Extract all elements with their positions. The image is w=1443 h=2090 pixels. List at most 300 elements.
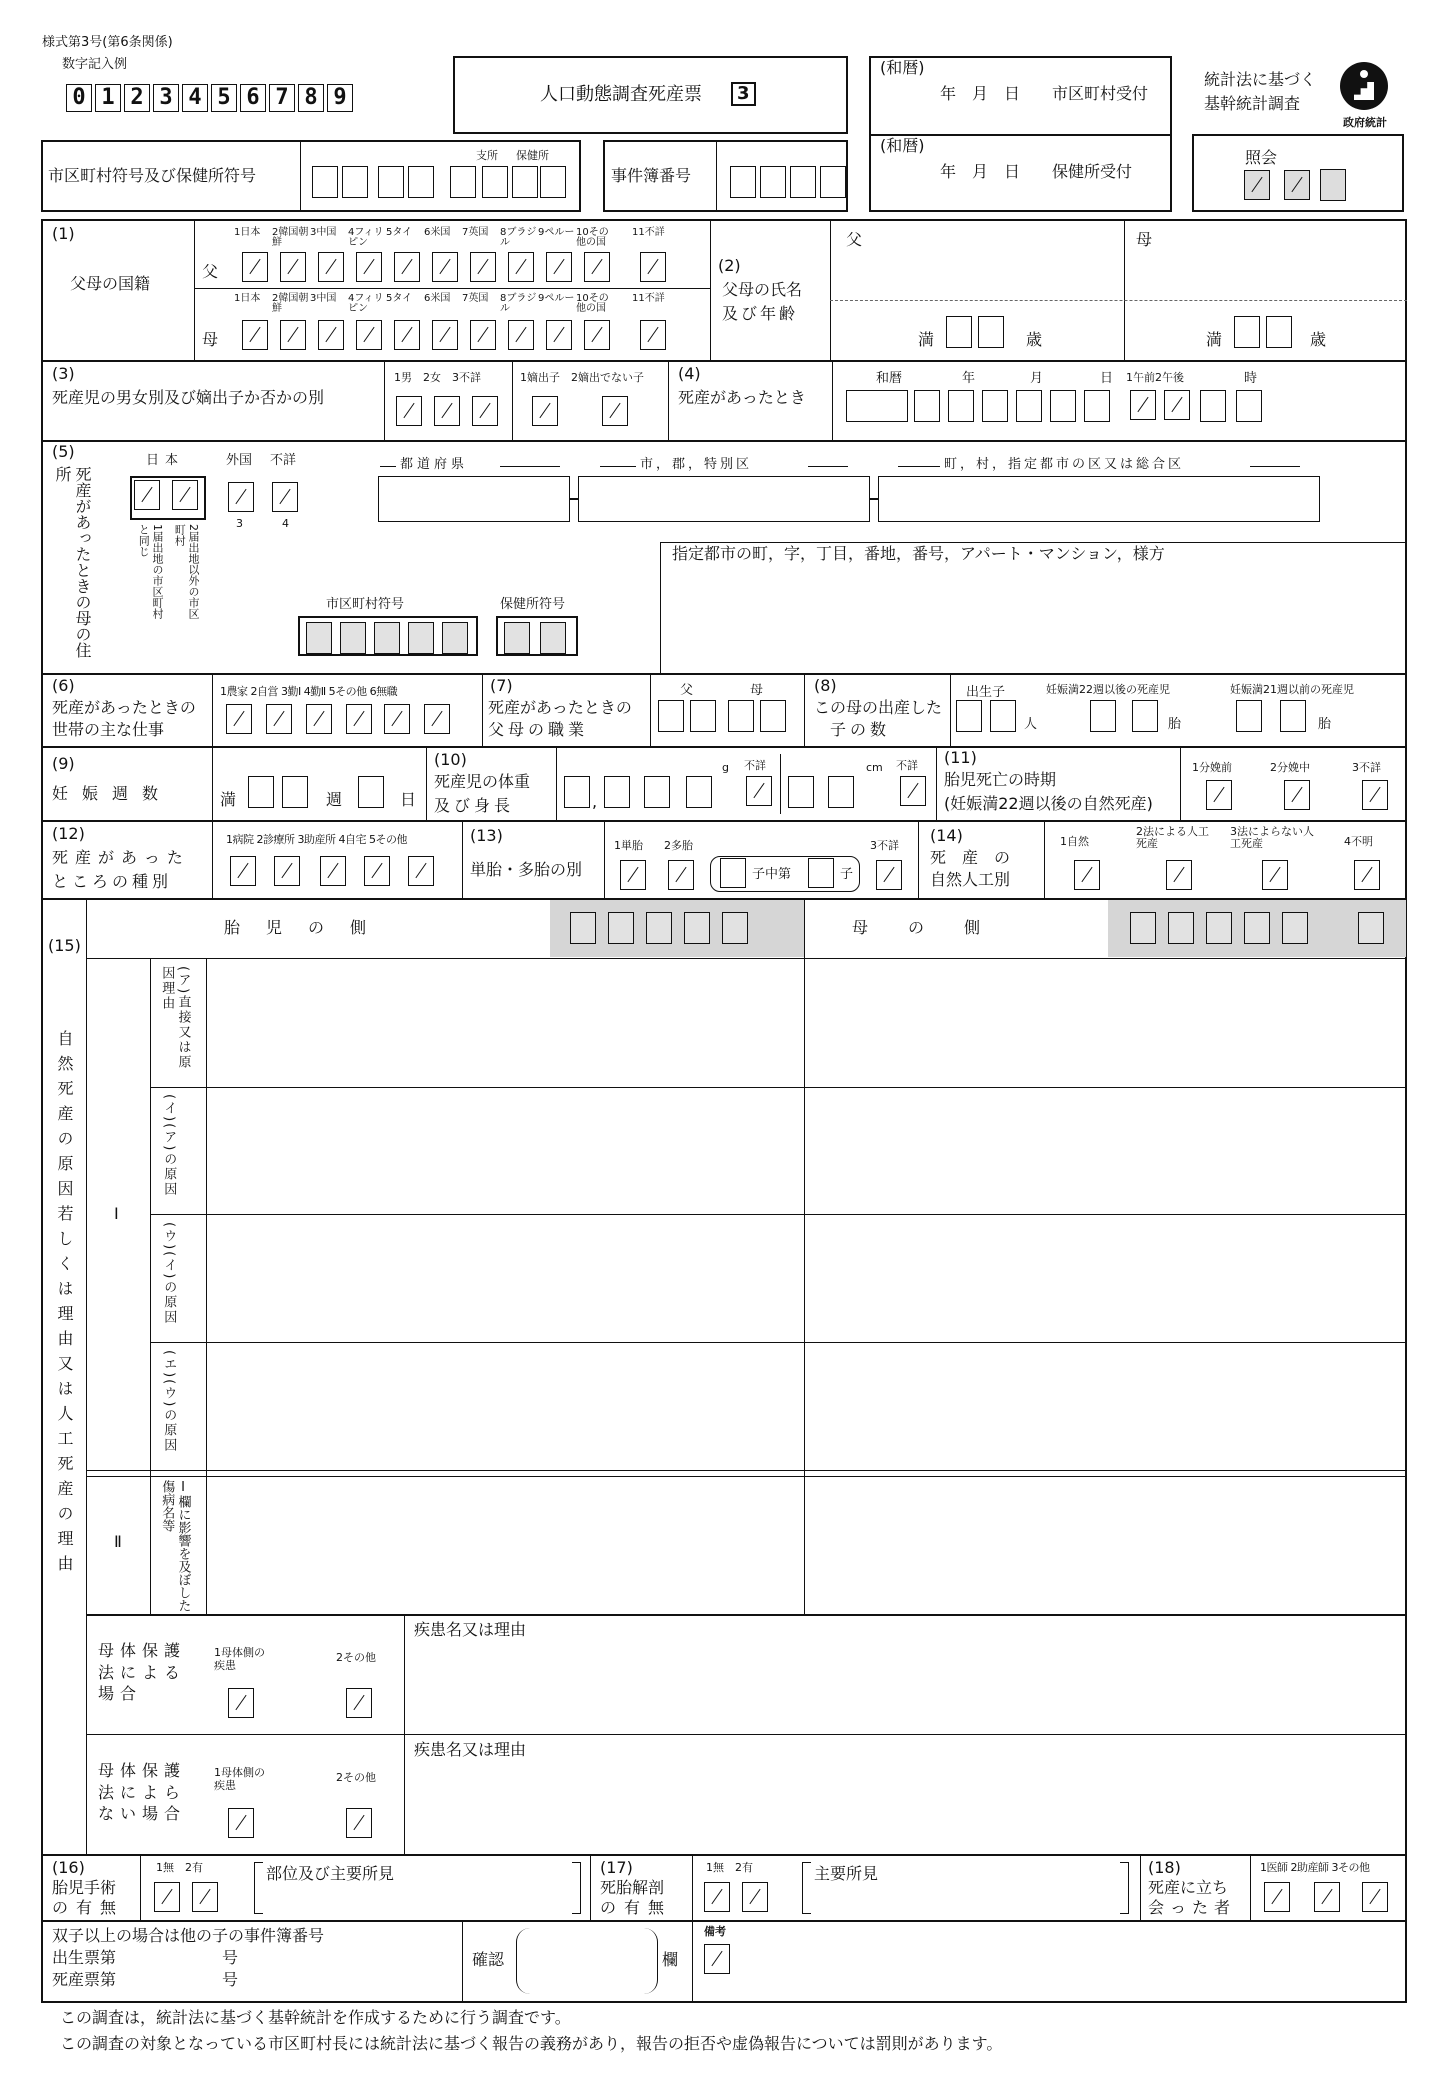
s14-opt-3: 3法によらない人工死産: [1230, 825, 1314, 851]
s5-japan-2[interactable]: [172, 480, 198, 510]
case-number-label: 事件簿番号: [611, 166, 692, 185]
s10-height-1[interactable]: [788, 776, 814, 808]
city-code-square-6[interactable]: [482, 166, 508, 198]
s5-city-code-1[interactable]: [306, 622, 332, 654]
s2-num: (2): [718, 256, 741, 275]
s4-num: (4): [678, 364, 701, 383]
s1-mother-check-6[interactable]: [432, 320, 458, 350]
s5-label: 死産があったときの母の住所: [53, 466, 92, 658]
digit-example-label: 数字記入例: [62, 57, 128, 72]
s5-address-detail: 指定都市の町，字，丁目，番地，番号，アパート・マンション，様方: [672, 544, 1165, 563]
s14-check-2[interactable]: [1166, 860, 1192, 890]
s5-town-field[interactable]: [878, 476, 1320, 522]
s15-nonlaw-case: 母体保護法によらない場合: [98, 1761, 187, 1824]
s13-total[interactable]: [720, 858, 746, 888]
case-number-square-2[interactable]: [760, 166, 786, 198]
s15-nonlaw-opt-2: 2その他: [336, 1771, 376, 1784]
s9-num: (9): [52, 754, 75, 773]
s13-unknown: 3不詳: [870, 839, 899, 852]
s8-after22-2[interactable]: [1132, 700, 1158, 732]
s18-label-1: 死産に立ち: [1148, 1878, 1229, 1897]
stat-law-line2: 基幹統計調査: [1204, 94, 1301, 113]
s5-health-code-1[interactable]: [504, 622, 530, 654]
s7-mother: 母: [750, 683, 764, 698]
s15-law-case: 母体保護法による場合: [98, 1641, 187, 1704]
s8-before21-1[interactable]: [1236, 700, 1262, 732]
s6-check-3[interactable]: [306, 704, 332, 734]
s4-date-square-6[interactable]: [1084, 390, 1110, 422]
s4-year: 年: [962, 371, 976, 386]
s5-unknown-check[interactable]: [272, 482, 298, 512]
s1-father-check-2[interactable]: [280, 252, 306, 282]
s13-single-check[interactable]: [620, 860, 646, 890]
s15-cause-u: (ウ)(イ)の原因: [161, 1222, 177, 1326]
s5-opt1: 1届出地の市区町村と同じ: [137, 524, 164, 619]
s1-father-check-6[interactable]: [432, 252, 458, 282]
digit-example-4: 4: [182, 84, 208, 112]
s5-health-code: 保健所符号: [500, 597, 566, 612]
s16-options: 1無 2有: [156, 1861, 203, 1874]
s15-nonlaw-check-2[interactable]: [346, 1808, 372, 1838]
s8-before21: 妊娠満21週以前の死産児: [1230, 683, 1354, 696]
s1-mother-opt-10: 10その他の国: [576, 293, 609, 314]
confirm-label: 確認: [472, 1950, 505, 1969]
s18-check-1[interactable]: [1264, 1882, 1290, 1912]
s12-label-1: 死産があった: [52, 848, 190, 867]
s5-opt3: 3: [236, 517, 243, 530]
s1-father-check-3[interactable]: [318, 252, 344, 282]
digit-example-0: 0: [66, 84, 92, 112]
s17-label-1: 死胎解剖: [600, 1878, 665, 1897]
s10-g: g: [722, 761, 729, 774]
s4-pm[interactable]: [1164, 390, 1190, 420]
s12-label-2: ところの種別: [52, 872, 173, 891]
birth-ticket-number[interactable]: 号: [222, 1948, 239, 1967]
s1-father-check-11[interactable]: [640, 252, 666, 282]
s5-city-code-3[interactable]: [374, 622, 400, 654]
s2-mother[interactable]: 母: [1136, 230, 1153, 249]
s9-weeks: 週: [326, 790, 343, 809]
s10-weight-4[interactable]: [686, 776, 712, 808]
s2-father[interactable]: 父: [846, 230, 863, 249]
case-number-square-1[interactable]: [730, 166, 756, 198]
s7-father-1[interactable]: [658, 700, 684, 732]
s11-label-2: (妊娠満22週以後の自然死産): [944, 794, 1153, 813]
s1-mother-check-2[interactable]: [280, 320, 306, 350]
s3-sex-2[interactable]: [434, 396, 460, 426]
s1-father-check-1[interactable]: [242, 252, 268, 282]
s4-date-square-2[interactable]: [948, 390, 974, 422]
s12-num: (12): [52, 824, 85, 843]
twin-note: 双子以上の場合は他の子の事件簿番号: [52, 1926, 325, 1945]
s18-label-2: 会った者: [1148, 1898, 1237, 1917]
s4-era: 和暦: [876, 371, 903, 386]
s5-city-code-2[interactable]: [340, 622, 366, 654]
s5-prefecture: 都道府県: [400, 457, 469, 472]
s2-mother-age-suffix: 歳: [1310, 330, 1327, 349]
s14-opt-2: 2法による人工死産: [1136, 825, 1209, 851]
s4-hour: 時: [1244, 371, 1258, 386]
s3-label: 死産児の男女別及び嫡出子か否かの別: [52, 388, 325, 407]
s8-after22-1[interactable]: [1090, 700, 1116, 732]
s5-foreign-check[interactable]: [228, 482, 254, 512]
s15-fetus-code-5[interactable]: [722, 912, 748, 944]
s1-mother-opt-2: 2韓国朝鮮: [272, 293, 309, 314]
city-code-square-1[interactable]: [312, 166, 338, 198]
s16-num: (16): [52, 1858, 85, 1877]
s1-father-opt-3: 3中国: [310, 227, 337, 238]
s15-mother-code-extra[interactable]: [1358, 912, 1384, 944]
s7-mother-1[interactable]: [728, 700, 754, 732]
s14-check-3[interactable]: [1262, 860, 1288, 890]
s4-day: 日: [1100, 371, 1114, 386]
s11-num: (11): [944, 748, 977, 767]
s15-mother-code-4[interactable]: [1244, 912, 1270, 944]
footer-line1: この調査は，統計法に基づく基幹統計を作成するために行う調査です。: [60, 2008, 571, 2027]
s5-health-code-2[interactable]: [540, 622, 566, 654]
s1-label: 父母の国籍: [70, 274, 151, 293]
s13-unknown-check[interactable]: [876, 860, 902, 890]
s10-cm: cm: [866, 761, 883, 774]
s13-multi: 2多胎: [664, 839, 693, 852]
s4-date-square-5[interactable]: [1050, 390, 1076, 422]
s12-check-5[interactable]: [408, 856, 434, 886]
s4-ampm: 1午前2午後: [1126, 371, 1184, 384]
s1-mother-opt-4: 4フィリピン: [348, 293, 384, 314]
s18-check-2[interactable]: [1314, 1882, 1340, 1912]
date-ymd-2: 年 月 日: [940, 162, 1021, 181]
s15-num: (15): [48, 936, 81, 955]
s14-opt-1: 1自然: [1060, 835, 1089, 848]
digit-example-5: 5: [211, 84, 237, 112]
gov-stat-logo-icon: [1340, 62, 1388, 110]
s10-weight-1[interactable]: [564, 776, 590, 808]
s4-date-square-3[interactable]: [982, 390, 1008, 422]
s3-num: (3): [52, 364, 75, 383]
case-number-square-3[interactable]: [790, 166, 816, 198]
s5-town: 町，村，指定都市の区又は総合区: [944, 457, 1185, 472]
death-ticket-number[interactable]: 号: [222, 1970, 239, 1989]
s3-legit-1[interactable]: [532, 396, 558, 426]
s14-check-1[interactable]: [1074, 860, 1100, 890]
s2-mother-age-1[interactable]: [1234, 316, 1260, 348]
s15-law-check-1[interactable]: [228, 1688, 254, 1718]
s1-father-check-5[interactable]: [394, 252, 420, 282]
s11-opt-2: 2分娩中: [1270, 761, 1310, 774]
s5-unknown: 不詳: [270, 453, 297, 468]
s13-child: 子: [840, 867, 854, 882]
s4-era-box[interactable]: [846, 390, 908, 422]
s10-weight-unknown: 不詳: [744, 759, 766, 772]
s6-label-2: 世帯の主な仕事: [52, 720, 165, 739]
s1-mother-opt-3: 3中国: [310, 293, 337, 304]
s15-law-disease[interactable]: 疾患名又は理由: [414, 1620, 527, 1639]
s1-mother-check-5[interactable]: [394, 320, 420, 350]
s13-single: 1単胎: [614, 839, 643, 852]
s1-mother-opt-6: 6米国: [424, 293, 451, 304]
s16-check-2[interactable]: [192, 1882, 218, 1912]
era-label-1: (和暦): [880, 58, 925, 77]
s3-sex-1[interactable]: [396, 396, 422, 426]
s1-mother-opt-9: 9ペルー: [538, 293, 575, 304]
s5-prefecture-field[interactable]: [378, 476, 570, 522]
s1-mother-check-4[interactable]: [356, 320, 382, 350]
death-ticket: 死産票第: [52, 1970, 117, 1989]
s10-weight-unknown-check[interactable]: [746, 776, 772, 806]
s10-height-unknown-check[interactable]: [900, 776, 926, 806]
s13-multi-check[interactable]: [668, 860, 694, 890]
s17-findings[interactable]: 主要所見: [814, 1864, 879, 1883]
s15-cause-ii: Ⅰ欄に影響を及ぼした傷病名等: [159, 1480, 191, 1612]
s15-fetus-code-1[interactable]: [570, 912, 596, 944]
s2-mother-age-2[interactable]: [1266, 316, 1292, 348]
s4-date-square-1[interactable]: [914, 390, 940, 422]
s15-fetus-code-2[interactable]: [608, 912, 634, 944]
s15-mother-code-3[interactable]: [1206, 912, 1232, 944]
s11-opt-1: 1分娩前: [1192, 761, 1232, 774]
s15-mother-code-1[interactable]: [1130, 912, 1156, 944]
s1-father-opt-2: 2韓国朝鮮: [272, 227, 309, 248]
s1-father-opt-5: 5タイ: [386, 227, 413, 238]
era-label-2: (和暦): [880, 136, 925, 155]
s6-check-5[interactable]: [384, 704, 410, 734]
s17-check-1[interactable]: [704, 1882, 730, 1912]
s2-father-age-suffix: 歳: [1026, 330, 1043, 349]
s15-law-check-2[interactable]: [346, 1688, 372, 1718]
s7-label-1: 死産があったときの: [488, 698, 632, 717]
s1-father-opt-8: 8ブラジル: [500, 227, 537, 248]
remarks-check[interactable]: [704, 1944, 730, 1974]
s9-week-1[interactable]: [248, 776, 274, 808]
s8-before21-2[interactable]: [1280, 700, 1306, 732]
s7-father: 父: [680, 683, 694, 698]
s15-mother-code-2[interactable]: [1168, 912, 1194, 944]
footer-line2: この調査の対象となっている市区町村長には統計法に基づく報告の義務があり，報告の拒否や虚偽報告については罰則があります。: [60, 2034, 1003, 2053]
s2-label-2: 及び年齢: [722, 304, 799, 323]
s1-father-opt-10: 10その他の国: [576, 227, 609, 248]
s9-week-2[interactable]: [282, 776, 308, 808]
s10-label-1: 死産児の体重: [434, 772, 531, 791]
confirm-field[interactable]: [516, 1928, 658, 1994]
s1-mother-check-8[interactable]: [508, 320, 534, 350]
s11-opt-3: 3不詳: [1352, 761, 1381, 774]
s1-mother-opt-1: 1日本: [234, 293, 261, 304]
birth-ticket: 出生票第: [52, 1948, 117, 1967]
s5-city: 市，郡，特別区: [640, 457, 753, 472]
inquiry-code[interactable]: [1320, 169, 1346, 201]
received-health: 保健所受付: [1052, 162, 1133, 181]
s5-city-code-5[interactable]: [442, 622, 468, 654]
s4-date-square-4[interactable]: [1016, 390, 1042, 422]
city-code-square-4[interactable]: [408, 166, 434, 198]
s6-check-1[interactable]: [226, 704, 252, 734]
city-code-square-3[interactable]: [378, 166, 404, 198]
s1-father-opt-6: 6米国: [424, 227, 451, 238]
s5-city-field[interactable]: [578, 476, 870, 522]
s17-check-2[interactable]: [742, 1882, 768, 1912]
s5-foreign: 外国: [226, 453, 253, 468]
s2-mother-age-prefix: 満: [1206, 330, 1223, 349]
s9-prefix: 満: [220, 790, 237, 809]
s7-mother-2[interactable]: [760, 700, 786, 732]
s16-findings[interactable]: 部位及び主要所見: [266, 1864, 395, 1883]
branch-label: 支所: [476, 149, 498, 162]
s4-month: 月: [1030, 371, 1044, 386]
s15-fetus-code-4[interactable]: [684, 912, 710, 944]
s4-hour-1[interactable]: [1200, 390, 1226, 422]
s18-check-3[interactable]: [1362, 1882, 1388, 1912]
s5-city-code: 市区町村符号: [326, 597, 405, 612]
s5-city-code-4[interactable]: [408, 622, 434, 654]
s1-father-check-4[interactable]: [356, 252, 382, 282]
s1-mother-opt-8: 8ブラジル: [500, 293, 537, 314]
s3-sex-3[interactable]: [472, 396, 498, 426]
s8-live-2[interactable]: [990, 700, 1016, 732]
s2-label-1: 父母の氏名: [722, 280, 803, 299]
s9-label: 妊娠週数: [52, 784, 173, 803]
s4-am[interactable]: [1130, 390, 1156, 420]
s15-nonlaw-opt-1: 1母体側の疾患: [214, 1766, 265, 1793]
s14-label-1: 死産の: [930, 848, 1027, 867]
s11-label-1: 胎児死亡の時期: [944, 770, 1057, 789]
s15-law-opt-2: 2その他: [336, 1651, 376, 1664]
s1-father-opt-4: 4フィリピン: [348, 227, 384, 248]
s12-check-2[interactable]: [274, 856, 300, 886]
s11-check-2[interactable]: [1284, 780, 1310, 810]
case-number-square-4[interactable]: [820, 166, 846, 198]
digit-example-6: 6: [240, 84, 266, 112]
digit-example-7: 7: [269, 84, 295, 112]
s12-check-3[interactable]: [320, 856, 346, 886]
s1-father-opt-9: 9ペルー: [538, 227, 575, 238]
s15-vertical-label: 自然死産の原因若しくは理由又は人工死産の理由: [55, 1030, 74, 1580]
s6-check-4[interactable]: [346, 704, 372, 734]
s15-cause-a: (ア)直接又は原因理由: [159, 966, 191, 1071]
s15-mother-code-5[interactable]: [1282, 912, 1308, 944]
s17-options: 1無 2有: [706, 1861, 753, 1874]
s9-day[interactable]: [358, 776, 384, 808]
s15-part1: Ⅰ: [114, 1204, 119, 1223]
s13-num: (13): [470, 826, 503, 845]
inquiry-check-1[interactable]: [1244, 170, 1270, 200]
s1-father-opt-1: 1日本: [234, 227, 261, 238]
s2-father-age-1[interactable]: [946, 316, 972, 348]
s3-legit-2[interactable]: [602, 396, 628, 426]
s1-father: 父: [202, 262, 219, 281]
s17-num: (17): [600, 1858, 633, 1877]
s1-mother-check-7[interactable]: [470, 320, 496, 350]
s10-height-2[interactable]: [828, 776, 854, 808]
s1-mother-check-9[interactable]: [546, 320, 572, 350]
s7-num: (7): [490, 676, 513, 695]
s8-fetus-1: 胎: [1168, 717, 1182, 732]
s11-check-1[interactable]: [1206, 780, 1232, 810]
s14-label-2: 自然人工別: [930, 870, 1011, 889]
s2-father-age-2[interactable]: [978, 316, 1004, 348]
digit-example-8: 8: [298, 84, 324, 112]
city-code-square-5[interactable]: [450, 166, 476, 198]
s1-mother: 母: [202, 330, 219, 349]
s12-check-4[interactable]: [364, 856, 390, 886]
s10-weight-3[interactable]: [644, 776, 670, 808]
s15-cause-e: (エ)(ウ)の原因: [161, 1350, 177, 1454]
remarks-label: 備考: [704, 1925, 726, 1938]
s9-days: 日: [400, 790, 417, 809]
s6-check-6[interactable]: [424, 704, 450, 734]
s16-check-1[interactable]: [154, 1882, 180, 1912]
s8-live-1[interactable]: [956, 700, 982, 732]
death-stillbirth-form: 様式第3号(第6条関係) 数字記入例 0 1 2 3 4 5 6 7 8 9 人口動態調査死産票 3 (和暦) 年 月 日 市区町村受付 (和暦) 年 月 日 保健所受付 統計法に基づく 基幹統計調査 政府統計 市区町村符号及び保健所符号 支所 保健所 事件簿番号 照会 (1) 父母の国籍 父 母 1日本 2韓国朝鮮 3中国 4フィリピン 5タイ 6米国 7英国 8ブラジル 9ペルー 10その他の国 11不詳 1日本 2韓国朝鮮 3中国 4フィリピン 5タイ 6米国 7英国 8ブラジル 9ペルー 10その他の国 11不詳 (2) 父母の氏名 及び年齢 父 母 満 歳 満 歳 (3) 死産児の男女別及び嫡出子か否かの別 1男 2女 3不詳 1嫡出子 2嫡出でない子 (4) 死産があったとき 和暦 年 月 日 1午前2午後 時 (5) 死産があったときの母の住所 日本 外国 不詳 3 4 1届出地の市区町村と同じ 2届出地以外の市区町村 都道府県 市，郡，特別区 町，村，指定都市の区又は総合区 指定都市の町，字，丁目，番地，番号，アパート・マンション，様方 市区町村符号 保健所符号 (6) 死産があったときの 世帯の主な仕事 1農家 2自営 3勤Ⅰ 4勤Ⅱ 5その他 6無職 (7) 死産があったときの 父母の職業 父 母 (8) この母の出産した 子の数 出生子 人 妊娠満22週以後の死産児 胎 妊娠満21週以前の死産児 胎 (9) 妊娠週数 満 週 日 (10) 死産児の体重 及び身長 , g 不詳 cm 不詳 (11) 胎児死亡の時期 (妊娠満22週以後の自然死産) 1分娩前 2分娩中 3不詳 (12) 死産があった ところの種別 1病院 2診療所 3助産所 4自宅 5その他 (13) 単胎・多胎の別 1単胎 2多胎 子中第 子 3不詳 (14) 死産の 自然人工別 1自然 2法による人工死産 3法によらない人工死産 4不明 (15) 自然死産の原因若しくは理由又は人工死産の理由 胎児の側 母の側 Ⅰ Ⅱ (ア)直接又は原因理由 (イ)(ア)の原因 (ウ)(イ)の原因 (エ)(ウ)の原因 Ⅰ欄に影響を及ぼした傷病名等 母体保護法による場合 1母体側の疾患 2その他 疾患名又は理由 母体保護法によらない場合 1母体側の疾患 2その他 疾患名又は理由 (16) 胎児手術 の有無 1無 2有 部位及び主要所見 (17) 死胎解剖 の有無 1無 2有 主要所見 (18) 死産に立ち 会った者 1医師 2助産師 3その他 双子以上の場合は他の子の事件簿番号 出生票第 号 死産票第 号 確認 欄 備考 この調査は，統計法に基づく基幹統計を作成するために行う調査です。 この調査の対象となっている市区町村長には統計法に基づく報告の義務があり，報告の拒否や虚偽報告については罰則があります。: [0, 0, 1443, 2090]
s1-father-check-7[interactable]: [470, 252, 496, 282]
city-code-square-7[interactable]: [512, 166, 538, 198]
s8-label-1: この母の出産した: [814, 698, 943, 717]
s18-options: 1医師 2助産師 3その他: [1260, 1861, 1370, 1874]
s13-label: 単胎・多胎の別: [470, 860, 583, 879]
inquiry-check-2[interactable]: [1284, 170, 1310, 200]
digit-example-9: 9: [327, 84, 353, 112]
received-city: 市区町村受付: [1052, 84, 1149, 103]
s1-mother-check-11[interactable]: [640, 320, 666, 350]
s15-nonlaw-check-1[interactable]: [228, 1808, 254, 1838]
s7-father-2[interactable]: [690, 700, 716, 732]
s5-japan-1[interactable]: [134, 480, 160, 510]
s3-sex-options: 1男 2女 3不詳: [394, 371, 481, 384]
s5-num: (5): [52, 442, 75, 461]
s13-order[interactable]: [808, 858, 834, 888]
s4-label: 死産があったとき: [678, 388, 806, 407]
form-title-code: 3: [731, 82, 756, 106]
s5-opt2: 2届出地以外の市区町村: [173, 524, 200, 619]
s1-mother-opt-5: 5タイ: [386, 293, 413, 304]
s1-num: (1): [52, 224, 75, 243]
s6-num: (6): [52, 676, 75, 695]
s14-check-4[interactable]: [1354, 860, 1380, 890]
s10-num: (10): [434, 750, 467, 769]
s15-fetus-code-3[interactable]: [646, 912, 672, 944]
s1-mother-check-1[interactable]: [242, 320, 268, 350]
s1-father-check-9[interactable]: [546, 252, 572, 282]
digit-example-2: 2: [124, 84, 150, 112]
s1-mother-opt-11: 11不詳: [632, 293, 665, 304]
s1-mother-check-10[interactable]: [584, 320, 610, 350]
stat-law-line1: 統計法に基づく: [1204, 70, 1317, 89]
s4-hour-2[interactable]: [1236, 390, 1262, 422]
s6-check-2[interactable]: [266, 704, 292, 734]
s12-check-1[interactable]: [230, 856, 256, 886]
s7-label-2: 父母の職業: [488, 720, 589, 739]
s1-mother-check-3[interactable]: [318, 320, 344, 350]
s10-label-2: 及び身長: [434, 796, 515, 815]
s1-father-check-8[interactable]: [508, 252, 534, 282]
s12-options: 1病院 2診療所 3助産所 4自宅 5その他: [226, 833, 407, 846]
s1-mother-opt-7: 7英国: [462, 293, 489, 304]
s3-legit-options: 1嫡出子 2嫡出でない子: [520, 371, 644, 384]
s16-label-2: の有無: [52, 1898, 125, 1917]
city-code-square-2[interactable]: [342, 166, 368, 198]
s14-num: (14): [930, 826, 963, 845]
s8-person: 人: [1024, 717, 1038, 732]
s2-father-age-prefix: 満: [918, 330, 935, 349]
s6-label-1: 死産があったときの: [52, 698, 196, 717]
s13-child-in: 子中第: [752, 867, 792, 882]
s1-father-check-10[interactable]: [584, 252, 610, 282]
s5-opt4: 4: [282, 517, 289, 530]
s15-nonlaw-disease[interactable]: 疾患名又は理由: [414, 1740, 527, 1759]
s15-fetus-side: 胎児の側: [224, 918, 393, 937]
s11-check-3[interactable]: [1362, 780, 1388, 810]
s10-weight-2[interactable]: [604, 776, 630, 808]
city-code-square-8[interactable]: [540, 166, 566, 198]
